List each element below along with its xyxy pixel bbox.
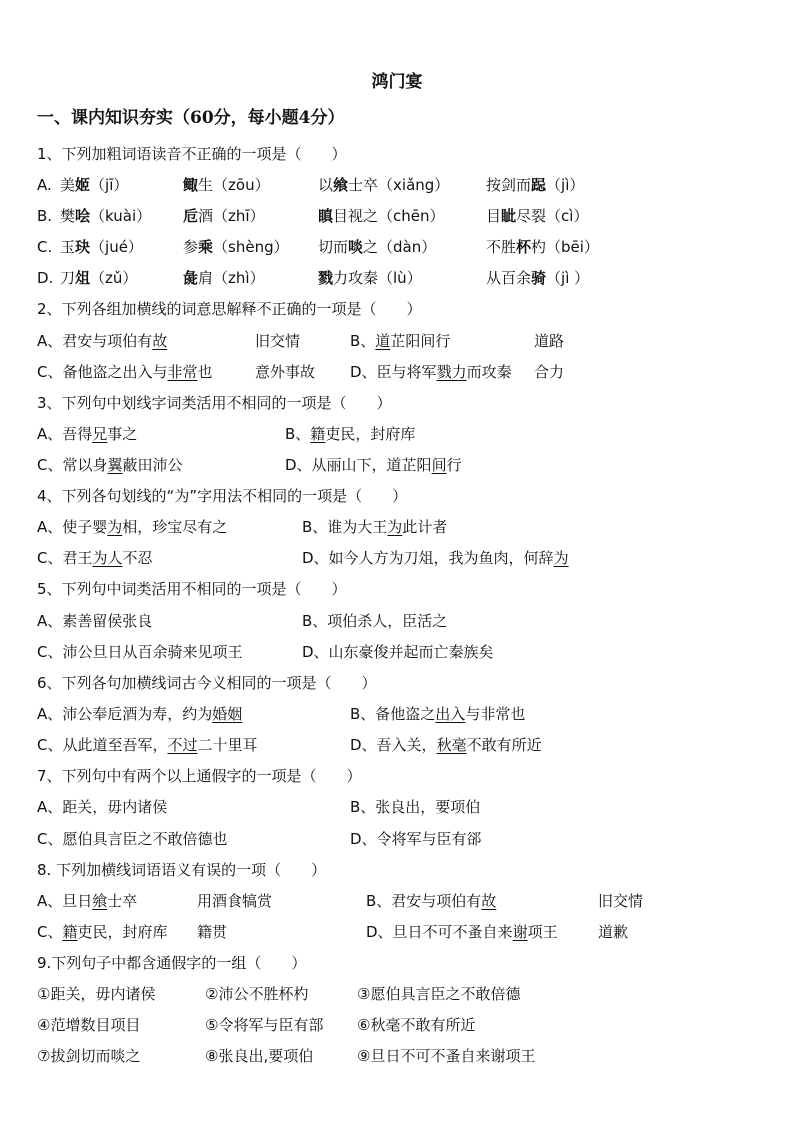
- q2-option-b-def: 道路: [534, 332, 565, 350]
- q1-d-item-1: 刀俎（zǔ）: [60, 269, 138, 287]
- question-1-stem: 1、下列加粗词语读音不正确的一项是（ ）: [37, 145, 347, 163]
- q8-option-d-def: 道歉: [598, 923, 629, 941]
- q9-item: ⑤令将军与臣有部: [205, 1016, 324, 1034]
- question-8-stem: 8. 下列加横线词语语义有误的一项（ ）: [37, 861, 327, 879]
- q1-option-b-label: B.: [37, 207, 53, 225]
- q8-option-c-def: 籍贯: [197, 923, 228, 941]
- page-title: 鸿门宴: [371, 72, 423, 92]
- q1-a-item-3: 以飨士卒（xiǎng）: [318, 176, 450, 194]
- q6-option-b: B、备他盗之出入与非常也: [350, 705, 526, 723]
- q9-item: ⑦拔剑切而啖之: [37, 1047, 141, 1065]
- q6-option-d: D、吾入关，秋毫不敢有所近: [350, 736, 542, 754]
- q8-option-c: C、籍吏民，封府库: [37, 923, 168, 941]
- q7-option-c: C、愿伯具言臣之不敢倍德也: [37, 830, 228, 848]
- question-7-stem: 7、下列句中有两个以上通假字的一项是（ ）: [37, 767, 362, 785]
- q9-item: ⑨旦日不可不蚤自来谢项王: [357, 1047, 536, 1065]
- q8-option-b: B、君安与项伯有故: [366, 892, 497, 910]
- q4-option-b: B、谁为大王为此计者: [302, 518, 448, 536]
- q8-option-d: D、旦日不可不蚤自来谢项王: [366, 923, 558, 941]
- q8-option-a-def: 用酒食犒赏: [197, 892, 273, 910]
- q2-option-b: B、道芷阳间行: [350, 332, 451, 350]
- q5-option-a: A、素善留侯张良: [37, 612, 153, 630]
- q6-option-a: A、沛公奉卮酒为寿，约为婚姻: [37, 705, 243, 723]
- q4-option-c: C、君王为人不忍: [37, 549, 153, 567]
- q7-option-d: D、令将军与臣有郤: [350, 830, 482, 848]
- question-3-stem: 3、下列句中划线字词类活用不相同的一项是（ ）: [37, 394, 392, 412]
- q1-a-item-4: 按剑而跽（jì）: [486, 176, 585, 194]
- q2-option-d-def: 合力: [534, 363, 565, 381]
- q5-option-c: C、沛公旦日从百余骑来见项王: [37, 643, 243, 661]
- q1-c-item-3: 切而啖之（dàn）: [318, 238, 437, 256]
- q1-option-d-label: D.: [37, 269, 54, 287]
- q3-option-c: C、常以身翼蔽田沛公: [37, 456, 183, 474]
- q3-option-d: D、从丽山下，道芷阳间行: [285, 456, 462, 474]
- q4-option-a: A、使子婴为相，珍宝尽有之: [37, 518, 228, 536]
- q5-option-d: D、山东豪俊并起而亡秦族矣: [302, 643, 494, 661]
- q9-item: ②沛公不胜杯杓: [205, 985, 309, 1003]
- question-9-stem: 9.下列句子中都含通假字的一组（ ）: [37, 954, 307, 972]
- q1-option-c-label: C.: [37, 238, 53, 256]
- q1-b-item-2: 卮酒（zhī）: [183, 207, 265, 225]
- q8-option-b-def: 旧交情: [598, 892, 644, 910]
- q1-b-item-1: 樊哙（kuài）: [60, 207, 152, 225]
- q4-option-d: D、如今人方为刀俎，我为鱼肉，何辞为: [302, 549, 569, 567]
- q9-item: ⑥秋毫不敢有所近: [357, 1016, 476, 1034]
- q3-option-b: B、籍吏民，封府库: [285, 425, 416, 443]
- q8-option-a: A、旦日飨士卒: [37, 892, 138, 910]
- q7-option-b: B、张良出，要项伯: [350, 798, 481, 816]
- section-heading: 一、课内知识夯实（60分，每小题4分）: [37, 108, 345, 128]
- question-6-stem: 6、下列各句加横线词古今义相同的一项是（ ）: [37, 674, 377, 692]
- q2-option-a: A、君安与项伯有故: [37, 332, 168, 350]
- q9-item: ①距关，毋内诸侯: [37, 985, 156, 1003]
- q1-c-item-4: 不胜杯杓（bēi）: [486, 238, 599, 256]
- question-4-stem: 4、下列各句划线的“为”字用法不相同的一项是（ ）: [37, 487, 408, 505]
- q2-option-c: C、备他盗之出入与非常也: [37, 363, 213, 381]
- q9-item: ④范增数目项目: [37, 1016, 141, 1034]
- question-2-stem: 2、下列各组加横线的词意思解释不正确的一项是（ ）: [37, 300, 422, 318]
- q1-a-item-1: 美姬（jī）: [60, 176, 129, 194]
- q1-d-item-4: 从百余骑（jì ）: [486, 269, 590, 287]
- q2-option-a-def: 旧交情: [255, 332, 301, 350]
- q3-option-a: A、吾得兄事之: [37, 425, 138, 443]
- q2-option-c-def: 意外事故: [255, 363, 316, 381]
- q1-c-item-1: 玉玦（jué）: [60, 238, 143, 256]
- q5-option-b: B、项伯杀人，臣活之: [302, 612, 448, 630]
- q1-option-a-label: A.: [37, 176, 52, 194]
- q1-b-item-4: 目眦尽裂（cì）: [486, 207, 589, 225]
- q1-b-item-3: 瞋目视之（chēn）: [318, 207, 445, 225]
- q9-item: ③愿伯具言臣之不敢倍德: [357, 985, 521, 1003]
- q1-d-item-2: 彘肩（zhì）: [183, 269, 265, 287]
- q2-option-d: D、臣与将军戮力而攻秦: [350, 363, 512, 381]
- q1-c-item-2: 参乘（shèng）: [183, 238, 289, 256]
- q1-a-item-2: 鲰生（zōu）: [183, 176, 270, 194]
- q9-item: ⑧张良出,要项伯: [205, 1047, 314, 1065]
- q1-d-item-3: 戮力攻秦（lù）: [318, 269, 422, 287]
- q7-option-a: A、距关，毋内诸侯: [37, 798, 168, 816]
- question-5-stem: 5、下列句中词类活用不相同的一项是（ ）: [37, 580, 347, 598]
- q6-option-c: C、从此道至吾军，不过二十里耳: [37, 736, 258, 754]
